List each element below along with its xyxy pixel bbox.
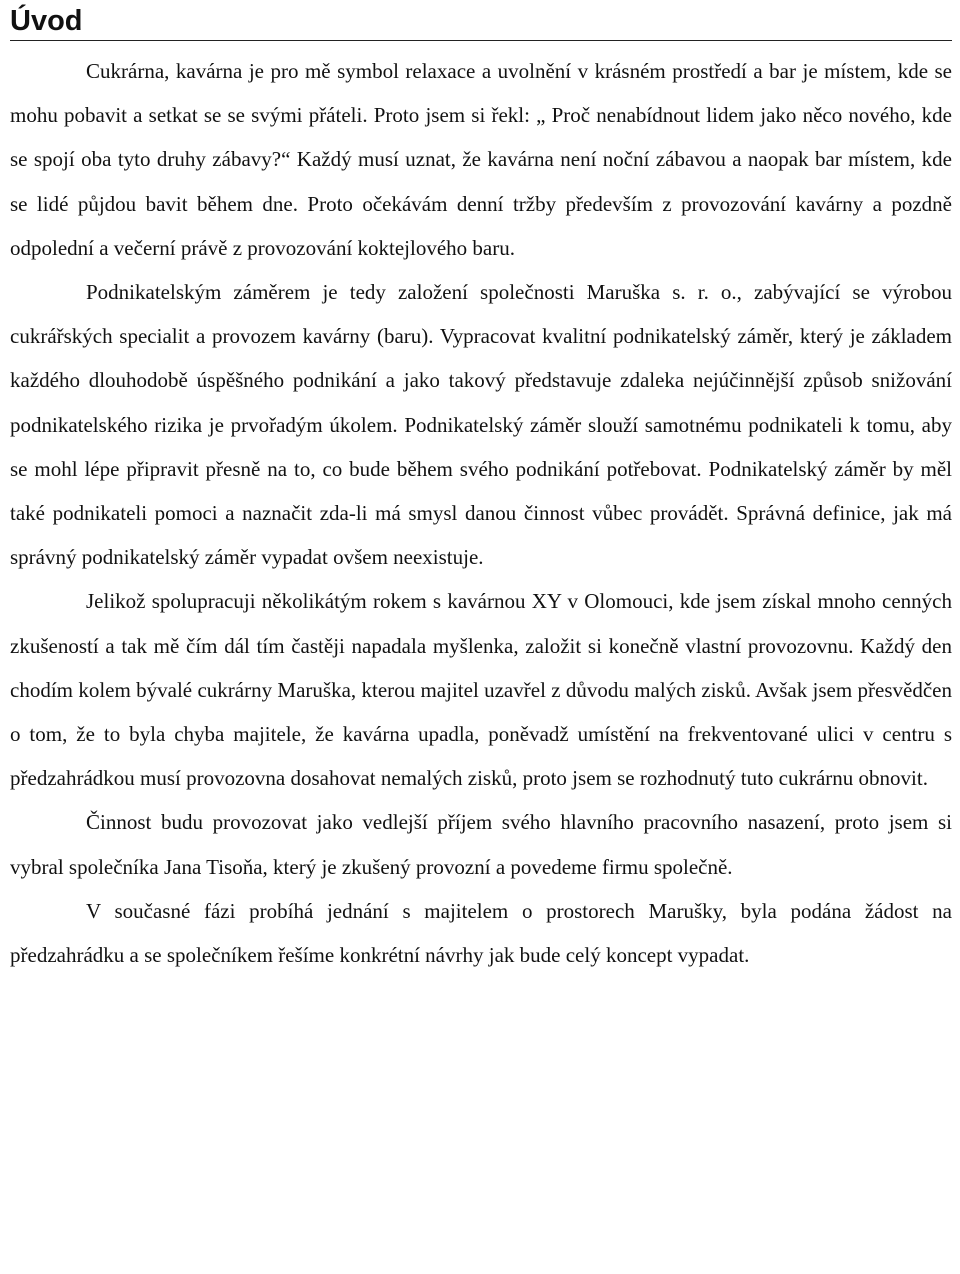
paragraph-current-phase: V současné fázi probíhá jednání s majitelem o prostorech Marušky, byla podána žádost na předzahrádku a se společníkem řešíme konkrétní návrhy jak bude celý koncept vypadat. [10,898,952,968]
paragraph-business-plan: Podnikatelským záměrem je tedy založení společnosti Maruška s. r. o., zabývající se výrobou cukrářských specialit a provozem kavárny (baru). Vypracovat kvalitní podnikatelský záměr, který je základem každého dlouhodobě úspěšného podnikání a jako takový představuje zdaleka nejúčinnější způsob snižování podnikatelského rizika je prvořadým úkolem. Podnikatelský záměr slouží samotnému podnikateli k tomu, aby se mohl lépe připravit přesně na to, co bude během svého podnikání potřebovat. Podnikatelský záměr by měl také podnikateli pomoci a naznačit zda-li má smysl danou činnost vůbec provádět. Správná definice, jak má správný podnikatelský záměr vypadat ovšem neexistuje. [10,280,952,570]
paragraph-motivation: Jelikož spolupracuji několikátým rokem s kavárnou XY v Olomouci, kde jsem získal mnoho cenných zkušeností a tak mě čím dál tím častěji napadala myšlenka, založit si konečně vlastní provozovnu. Každý den chodím kolem bývalé cukrárny Maruška, kterou majitel uzavřel z důvodu malých zisků. Avšak jsem přesvědčen o tom, že to byla chyba majitele, že kavárna upadla, poněvadž umístění na frekventované ulici v centru s předzahrádkou musí provozovna dosahovat nemalých zisků, proto jsem se rozhodnutý tuto cukrárnu obnovit. [10,589,952,791]
paragraph-intro: Cukrárna, kavárna je pro mě symbol relaxace a uvolnění v krásném prostředí a bar je místem, kde se mohu pobavit a setkat se se svými přáteli. Proto jsem si řekl: „ Proč nenabídnout lidem jako něco nového, kde se spojí oba tyto druhy zábavy?“ Každý musí uznat, že kavárna není noční zábavou a naopak bar místem, kde se lidé půjdou bavit během dne. Proto očekávám denní tržby především z provozování kavárny a pozdně odpolední a večerní právě z provozování koktejlového baru. [10,59,952,260]
section-heading: Úvod [10,0,952,41]
paragraph-partner: Činnost budu provozovat jako vedlejší příjem svého hlavního pracovního nasazení, proto jsem si vybral společníka Jana Tisoňa, který je zkušený provozní a povedeme firmu společně. [10,810,952,879]
document-page [10,0,952,977]
